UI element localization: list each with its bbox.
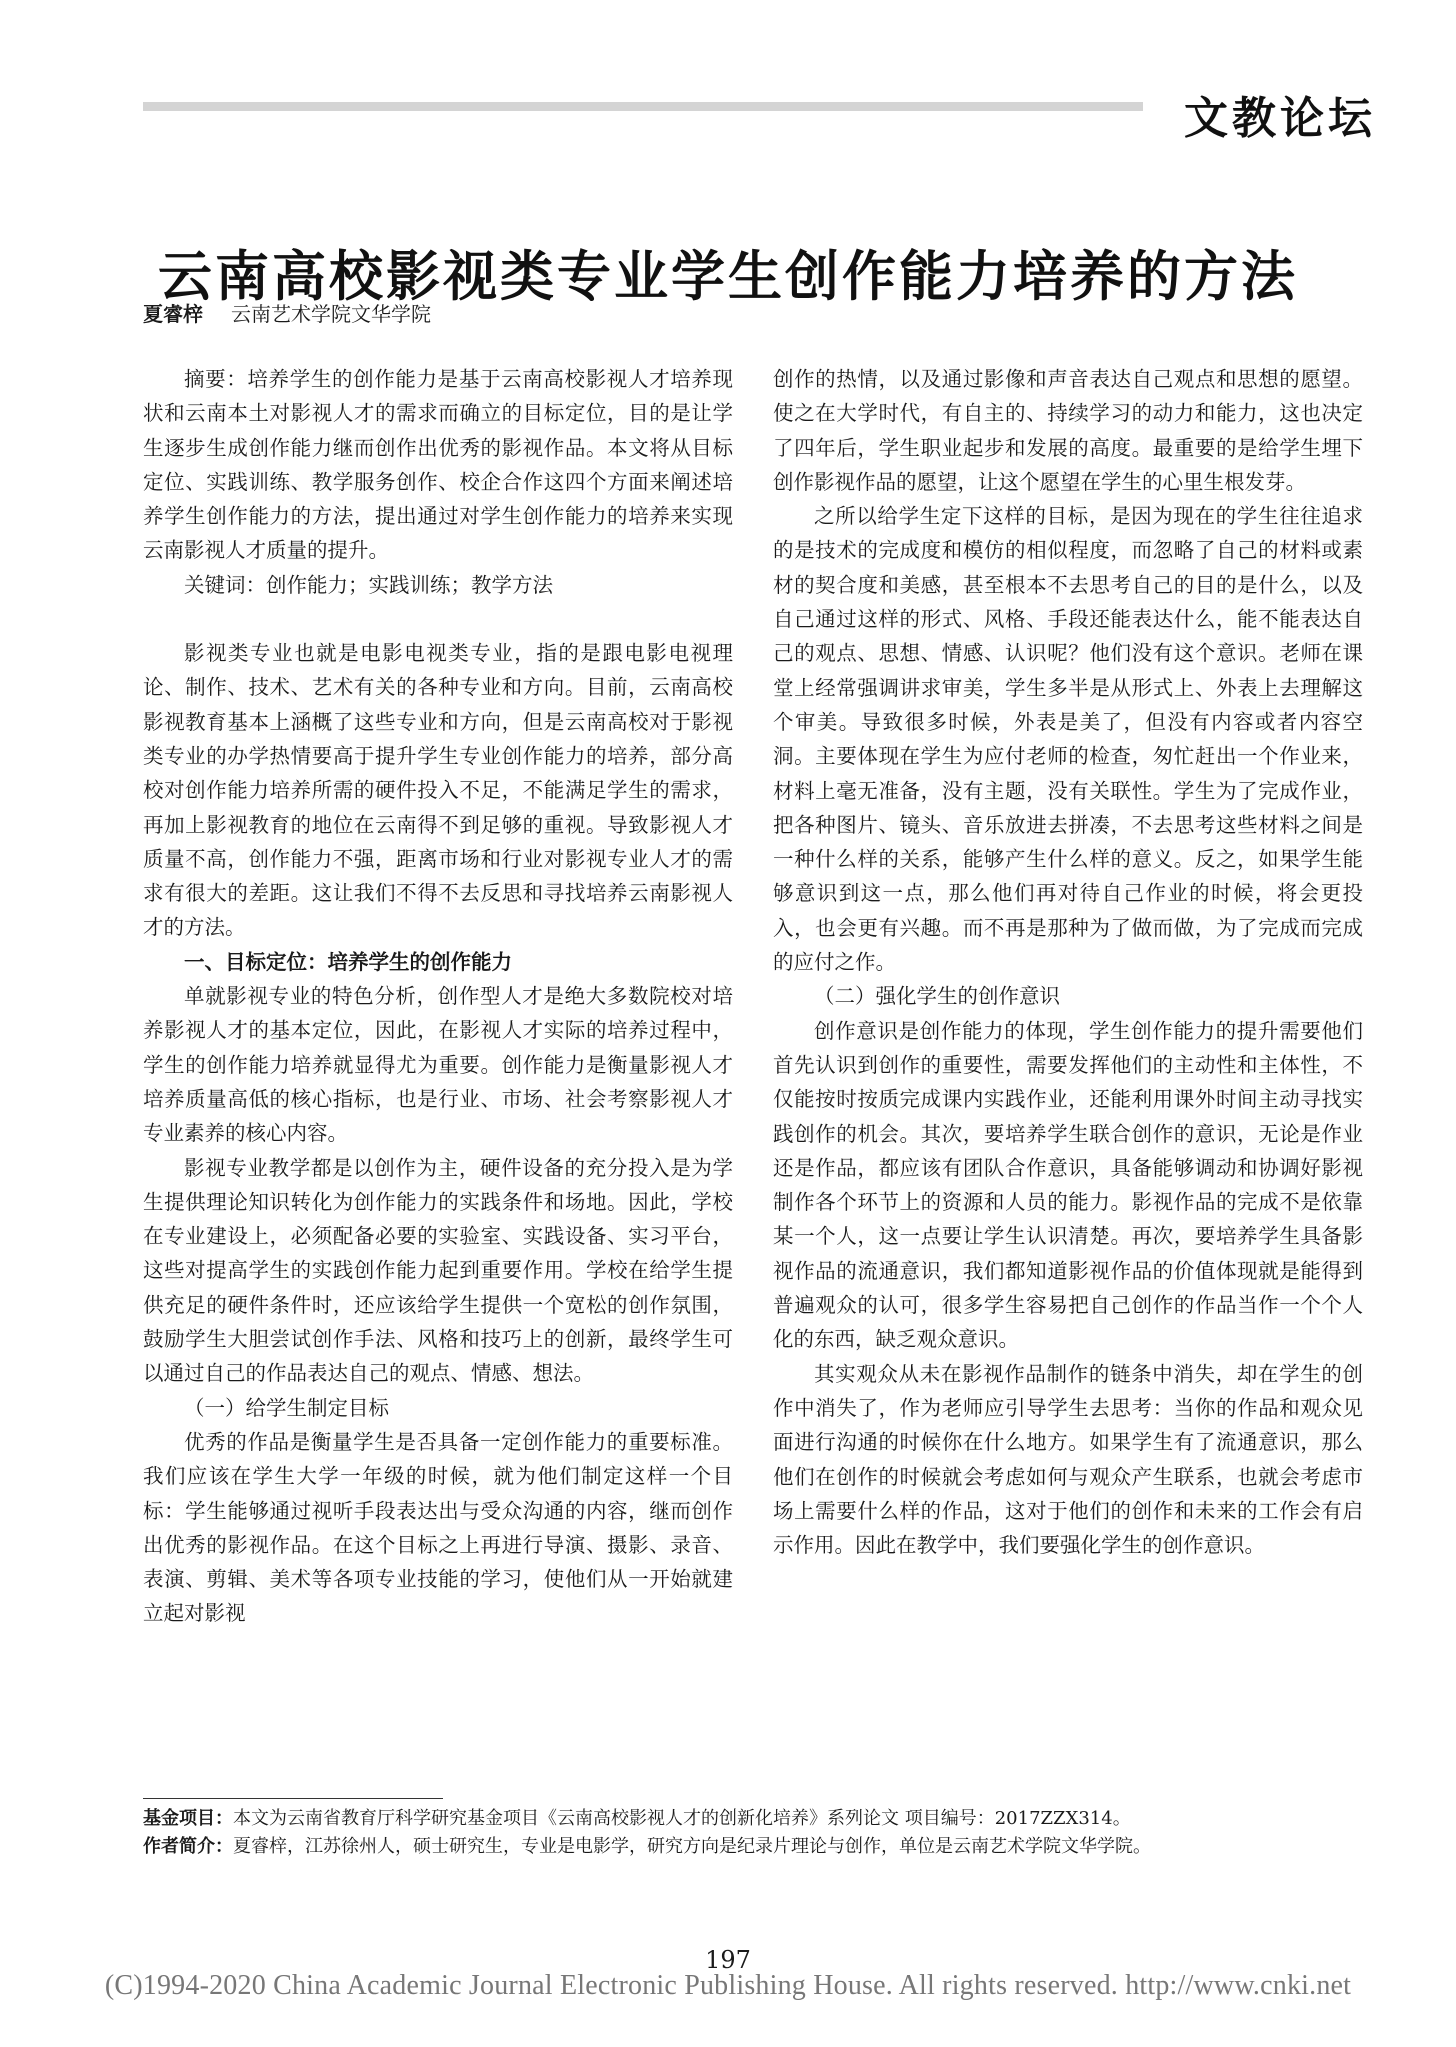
- footnote-text: 本文为云南省教育厅科学研究基金项目《云南高校影视人才的创新化培养》系列论文 项目编号：2017ZZX314。: [233, 1808, 1131, 1829]
- paragraph: 摘要：培养学生的创作能力是基于云南高校影视人才培养现状和云南本土对影视人才的需求而确立的目标定位，目的是让学生逐步生成创作能力继而创作出优秀的影视作品。本文将从目标定位、实践训练、教学服务创作、校企合作这四个方面来阐述培养学生创作能力的方法，提出通过对学生创作能力的培养来实现云南影视人才质量的提升。: [143, 367, 733, 563]
- paragraph: 其实观众从未在影视作品制作的链条中消失，却在学生的创作中消失了，作为老师应引导学生去思考：当你的作品和观众见面进行沟通的时候你在什么地方。如果学生有了流通意识，那么他们在创作的时候就会考虑如何与观众产生联系，也就会考虑市场上需要什么样的作品，这对于他们的创作和未来的工作会有启示作用。因此在教学中，我们要强化学生的创作意识。: [773, 1361, 1363, 1558]
- footnote-item: [143, 1833, 1373, 1861]
- header-rule: [143, 102, 1143, 111]
- paragraph: 影视专业教学都是以创作为主，硬件设备的充分投入是为学生提供理论知识转化为创作能力的实践条件和场地。因此，学校在专业建设上，必须配备必要的实验室、实践设备、实习平台，这些对提高学生的实践创作能力起到重要作用。学校在给学生提供充足的硬件条件时，还应该给学生提供一个宽松的创作氛围，鼓励学生大胆尝试创作手法、风格和技巧上的创新，最终学生可以通过自己的作品表达自己的观点、情感、想法。: [143, 1155, 733, 1386]
- footnote-text: 夏睿梓，江苏徐州人，硕士研究生，专业是电影学，研究方向是纪录片理论与创作，单位是云南艺术学院文华学院。: [233, 1836, 1151, 1857]
- author-name: 夏睿梓: [143, 302, 203, 326]
- article-title: 云南高校影视类专业学生创作能力培养的方法: [158, 245, 1298, 309]
- footnote-rule: [143, 1798, 443, 1799]
- author-affiliation: 云南艺术学院文华学院: [231, 302, 431, 326]
- footnotes: [143, 1805, 1373, 1861]
- footnote-item: [143, 1805, 1373, 1833]
- author-line: [143, 298, 431, 327]
- footnote-label: 作者简介：: [143, 1836, 233, 1857]
- section-heading: （一）给学生制定目标: [184, 1395, 389, 1420]
- paragraph: 之所以给学生定下这样的目标，是因为现在的学生往往追求的是技术的完成度和模仿的相似程度，而忽略了自己的材料或素材的契合度和美感，甚至根本不去思考自己的目的是什么，以及自己通过这样的形式、风格、手段还能表达什么，能不能表达自己的观点、思想、情感、认识呢？他们没有这个意识。老师在课堂上经常强调讲求审美，学生多半是从形式上、外表上去理解这个审美。导致很多时候，外表是美了，但没有内容或者内容空洞。主要体现在学生为应付老师的检查，匆忙赶出一个作业来，材料上毫无准备，没有主题，没有关联性。学生为了完成作业，把各种图片、镜头、音乐放进去拼凑，不去思考这些材料之间是一种什么样的关系，能够产生什么样的意义。反之，如果学生能够意识到这一点，那么他们再对待自己作业的时候，将会更投入，也会更有兴趣。而不再是那种为了做而做，为了完成而完成的应付之作。: [773, 504, 1363, 975]
- paragraph: 创作意识是创作能力的体现，学生创作能力的提升需要他们首先认识到创作的重要性，需要发挥他们的主动性和主体性，不仅能按时按质完成课内实践作业，还能利用课外时间主动寻找实践创作的机会。其次，要培养学生联合创作的意识，无论是作业还是作品，都应该有团队合作意识，具备能够调动和协调好影视制作各个环节上的资源和人员的能力。影视作品的完成不是依靠某一个人，这一点要让学生认识清楚。再次，要培养学生具备影视作品的流通意识，我们都知道影视作品的价值体现就是能得到普遍观众的认可，很多学生容易把自己创作的作品当作一个个人化的东西，缺乏观众意识。: [773, 1018, 1363, 1352]
- paragraph: 单就影视专业的特色分析，创作型人才是绝大多数院校对培养影视人才的基本定位，因此，在影视人才实际的培养过程中，学生的创作能力培养就显得尤为重要。创作能力是衡量影视人才培养质量高低的核心指标，也是行业、市场、社会考察影视人才专业素养的核心内容。: [143, 984, 733, 1146]
- page-number: 197: [705, 1946, 751, 1974]
- journal-name: 文教论坛: [1184, 93, 1376, 144]
- left-column: [143, 362, 733, 1631]
- footnote-label: 基金项目：: [143, 1808, 233, 1829]
- paragraph: 创作的热情，以及通过影像和声音表达自己观点和思想的愿望。使之在大学时代，有自主的、持续学习的动力和能力，这也决定了四年后，学生职业起步和发展的高度。最重要的是给学生埋下创作影视作品的愿望，让这个愿望在学生的心里生根发芽。: [773, 367, 1363, 494]
- section-heading: （二）强化学生的创作意识: [814, 984, 1060, 1009]
- right-column: [773, 362, 1363, 1562]
- copyright-line: (C)1994-2020 China Academic Journal Electronic Publishing House. All rights reserved. http://www.cnki.net: [104, 1970, 1352, 2001]
- paragraph: 优秀的作品是衡量学生是否具备一定创作能力的重要标准。我们应该在学生大学一年级的时候，就为他们制定这样一个目标：学生能够通过视听手段表达出与受众沟通的内容，继而创作出优秀的影视作品。在这个目标之上再进行导演、摄影、录音、表演、剪辑、美术等各项专业技能的学习，使他们从一开始就建立起对影视: [143, 1429, 733, 1626]
- paragraph: 关键词：创作能力；实践训练；教学方法: [184, 572, 553, 597]
- section-heading: 一、目标定位：培养学生的创作能力: [184, 949, 512, 974]
- paragraph: 影视类专业也就是电影电视类专业，指的是跟电影电视理论、制作、技术、艺术有关的各种专业和方向。目前，云南高校影视教育基本上涵概了这些专业和方向，但是云南高校对于影视类专业的办学热情要高于提升学生专业创作能力的培养，部分高校对创作能力培养所需的硬件投入不足，不能满足学生的需求，再加上影视教育的地位在云南得不到足够的重视。导致影视人才质量不高，创作能力不强，距离市场和行业对影视专业人才的需求有很大的差距。这让我们不得不去反思和寻找培养云南影视人才的方法。: [143, 641, 733, 940]
